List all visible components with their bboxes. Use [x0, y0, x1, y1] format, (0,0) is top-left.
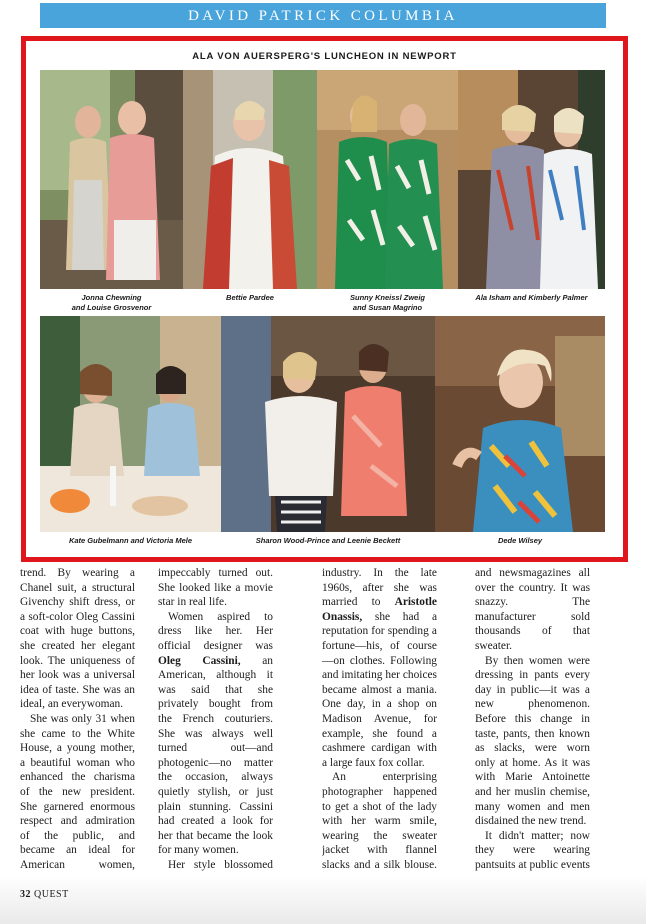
photo-gubelmann-mele: [40, 316, 221, 532]
paragraph: She was only 31 when she came to the White House, a young mother, a beautiful woman who enhanced the charisma of the new president. She garnered enormous respect and admiration of the public, and became an ideal for American women,: [20, 712, 135, 871]
paragraph: and newsmagazines all over the country. It was snazzy. The manufacturer sold thousands of that sweater.: [475, 567, 590, 652]
paragraph: [322, 566, 437, 770]
caption-wilsey: Dede Wilsey: [497, 536, 543, 545]
paragraph: An enterprising photographer happened to get a shot of the lady with her warm smile, wearing the sweater jacket with flannel slacks and a silk blouse.: [322, 771, 437, 871]
paragraph: It didn't matter; now they were wearing pantsuits at public events: [475, 829, 590, 871]
footer-strip: [0, 876, 646, 924]
text-run: industry. In the late 1960s, after she was married to: [322, 567, 437, 609]
caption-isham-palmer: Ala Isham and Kimberly Palmer: [475, 293, 588, 302]
text-run: an American, although it was said that she privately bought from the French couturiers. She was always well turned out—and photogenic—no matter the occasion, always quietly stylish, or just plain stunning. Cassini had created a look for her that became the look for many women.: [158, 654, 273, 857]
page-folio: [20, 889, 69, 900]
photo-isham-palmer: [458, 70, 605, 289]
magazine-name: QUEST: [34, 889, 69, 900]
paragraph: [158, 610, 273, 858]
paragraph: trend. By wearing a Chanel suit, a structural Givenchy shift dress, or a soft-color Oleg Cassini coat with huge buttons, she created her elegant look. The uniqueness of her look was a universal idea of taste. She was an ideal, an everywoman.: [20, 567, 135, 711]
photo-feature-box: [21, 36, 628, 562]
feature-title: ALA VON AUERSPERG'S LUNCHEON IN NEWPORT: [192, 51, 457, 62]
photo-wood-prince-beckett: [221, 316, 435, 532]
paragraph: Her style blossomed: [168, 858, 273, 871]
photo-pardee: [183, 70, 317, 289]
person-name: Oleg Cassini,: [158, 654, 241, 667]
photo-wilsey: [435, 316, 605, 532]
caption-zweig-magrino: Sunny Kneissl Zweig and Susan Magrino: [349, 293, 425, 312]
article-column-4: [475, 566, 590, 872]
article-column-1: [20, 566, 135, 872]
paragraph: By then women were dressing in pants every day in public—it was a new phenomenon. Before this change in taste, pants, then known as slacks, were worn only at home. As it was with Marie Antoinette and her muslin chemise, many women and men disdained the new trend.: [475, 654, 590, 828]
caption-chewning-grosvenor: Jonna Chewning and Louise Grosvenor: [71, 293, 152, 312]
person-name: Aristotle Onassis,: [322, 596, 437, 623]
running-header: DAVID PATRICK COLUMBIA: [40, 3, 606, 28]
text-run: Women aspired to dress like her. Her official designer was: [158, 610, 273, 652]
page-number: 32: [20, 889, 31, 900]
caption-wood-prince-beckett: Sharon Wood-Prince and Leenie Beckett: [255, 536, 401, 545]
text-run: she had a reputation for spending a fortune—his, of course—on clothes. Following and imitating her choices became almost a mania. One day, in a shop on Madison Avenue, for example, she found a cashmere cardigan with a large faux fox collar.: [322, 610, 437, 769]
caption-gubelmann-mele: Kate Gubelmann and Victoria Mele: [68, 536, 193, 545]
photo-chewning-grosvenor: [40, 70, 183, 289]
caption-pardee: Bettie Pardee: [226, 293, 274, 302]
article-column-3: [322, 566, 437, 872]
article-column-2: [158, 566, 273, 872]
paragraph: impeccably turned out. She looked like a movie star in real life.: [158, 567, 273, 609]
photo-zweig-magrino: [317, 70, 458, 289]
